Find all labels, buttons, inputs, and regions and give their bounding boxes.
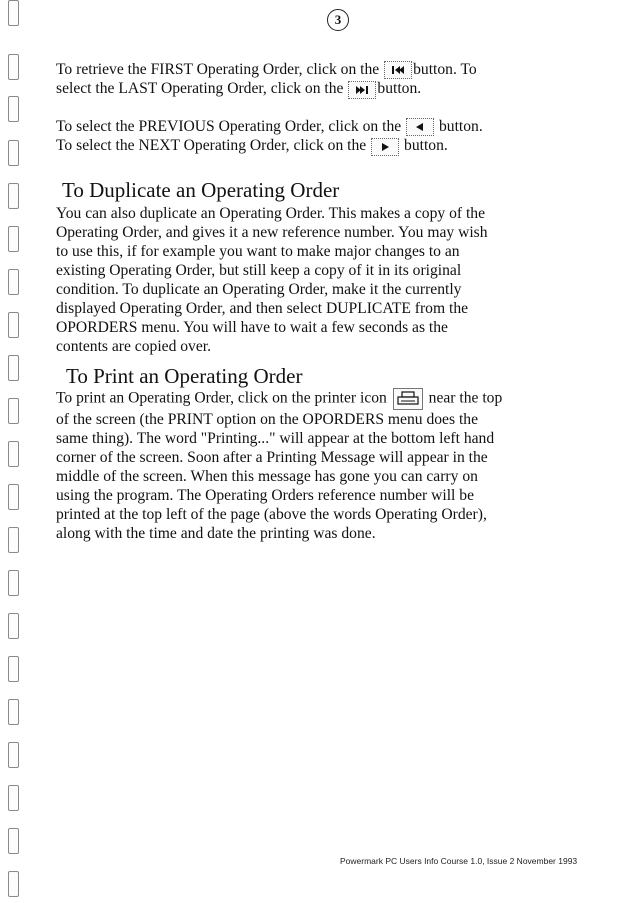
body-line: You can also duplicate an Operating Order. This makes a copy of the — [56, 205, 486, 222]
binder-hole — [8, 0, 19, 26]
body-line: of the screen (the PRINT option on the OPORDERS menu does the — [56, 411, 478, 428]
nav-text: To select the NEXT Operating Order, click on the — [56, 137, 367, 155]
binder-hole — [8, 398, 19, 424]
body-line: displayed Operating Order, and then select DUPLICATE from the — [56, 300, 469, 317]
binder-hole — [8, 570, 19, 596]
nav-first-last-paragraph — [56, 60, 576, 99]
duplicate-body — [56, 204, 576, 356]
print-heading: To Print an Operating Order — [66, 364, 303, 388]
nav-line — [56, 117, 576, 136]
binder-hole — [8, 226, 19, 252]
binder-hole — [8, 656, 19, 682]
nav-previous-next-paragraph — [56, 117, 576, 156]
nav-line — [56, 79, 576, 98]
last-record-icon — [348, 81, 376, 99]
body-line: contents are copied over. — [56, 338, 212, 355]
binder-hole — [8, 140, 19, 166]
binder-hole — [8, 828, 19, 854]
binder-hole — [8, 699, 19, 725]
nav-text: To retrieve the FIRST Operating Order, click on the — [56, 61, 380, 78]
printer-icon — [393, 388, 423, 410]
nav-text: select the LAST Operating Order, click on the — [56, 80, 344, 98]
nav-text: To select the PREVIOUS Operating Order, click on the — [56, 118, 402, 135]
page-footer: Powermark PC Users Info Course 1.0, Issue 2 November 1993 — [340, 856, 578, 866]
body-line: using the program. The Operating Orders reference number will be — [56, 487, 474, 504]
body-line: along with the time and date the printing was done. — [56, 525, 376, 542]
nav-text: button. To — [413, 61, 477, 78]
body-line: existing Operating Order, but still keep a copy of it in its original — [56, 262, 462, 279]
nav-text: button. — [404, 137, 448, 155]
nav-line — [56, 136, 576, 155]
binder-hole — [8, 871, 19, 897]
body-line: same thing). The word "Printing..." will appear at the bottom left hand — [56, 430, 495, 447]
binder-hole — [8, 527, 19, 553]
binder-hole — [8, 742, 19, 768]
body-line — [56, 388, 576, 410]
body-line: to use this, if for example you want to make major changes to an — [56, 243, 460, 260]
page-number: 3 — [327, 9, 349, 31]
binder-hole — [8, 441, 19, 467]
binder-hole — [8, 355, 19, 381]
binder-hole — [8, 484, 19, 510]
body-line: condition. To duplicate an Operating Order, make it the currently — [56, 281, 462, 298]
body-line: middle of the screen. When this message has gone you can carry on — [56, 468, 478, 485]
binder-hole — [8, 183, 19, 209]
body-line: printed at the top left of the page (above the words Operating Order), — [56, 506, 487, 523]
binder-hole — [8, 785, 19, 811]
binder-hole — [8, 96, 19, 122]
next-record-icon — [371, 138, 399, 156]
binder-hole — [8, 54, 19, 80]
body-line: Operating Order, and gives it a new reference number. You may wish — [56, 224, 488, 241]
body-line: OPORDERS menu. You will have to wait a few seconds as the — [56, 319, 448, 336]
print-text: near the top — [428, 389, 503, 407]
duplicate-heading: To Duplicate an Operating Order — [62, 178, 340, 202]
previous-record-icon — [406, 118, 434, 136]
first-record-icon — [384, 61, 412, 79]
nav-text: button. — [438, 118, 483, 135]
nav-text: button. — [377, 80, 422, 98]
binder-hole — [8, 312, 19, 338]
binder-hole — [8, 613, 19, 639]
binder-hole — [8, 269, 19, 295]
nav-line — [56, 60, 576, 79]
print-text: To print an Operating Order, click on the printer icon — [56, 389, 387, 407]
body-line: corner of the screen. Soon after a Printing Message will appear in the — [56, 449, 488, 466]
print-body — [56, 388, 576, 543]
